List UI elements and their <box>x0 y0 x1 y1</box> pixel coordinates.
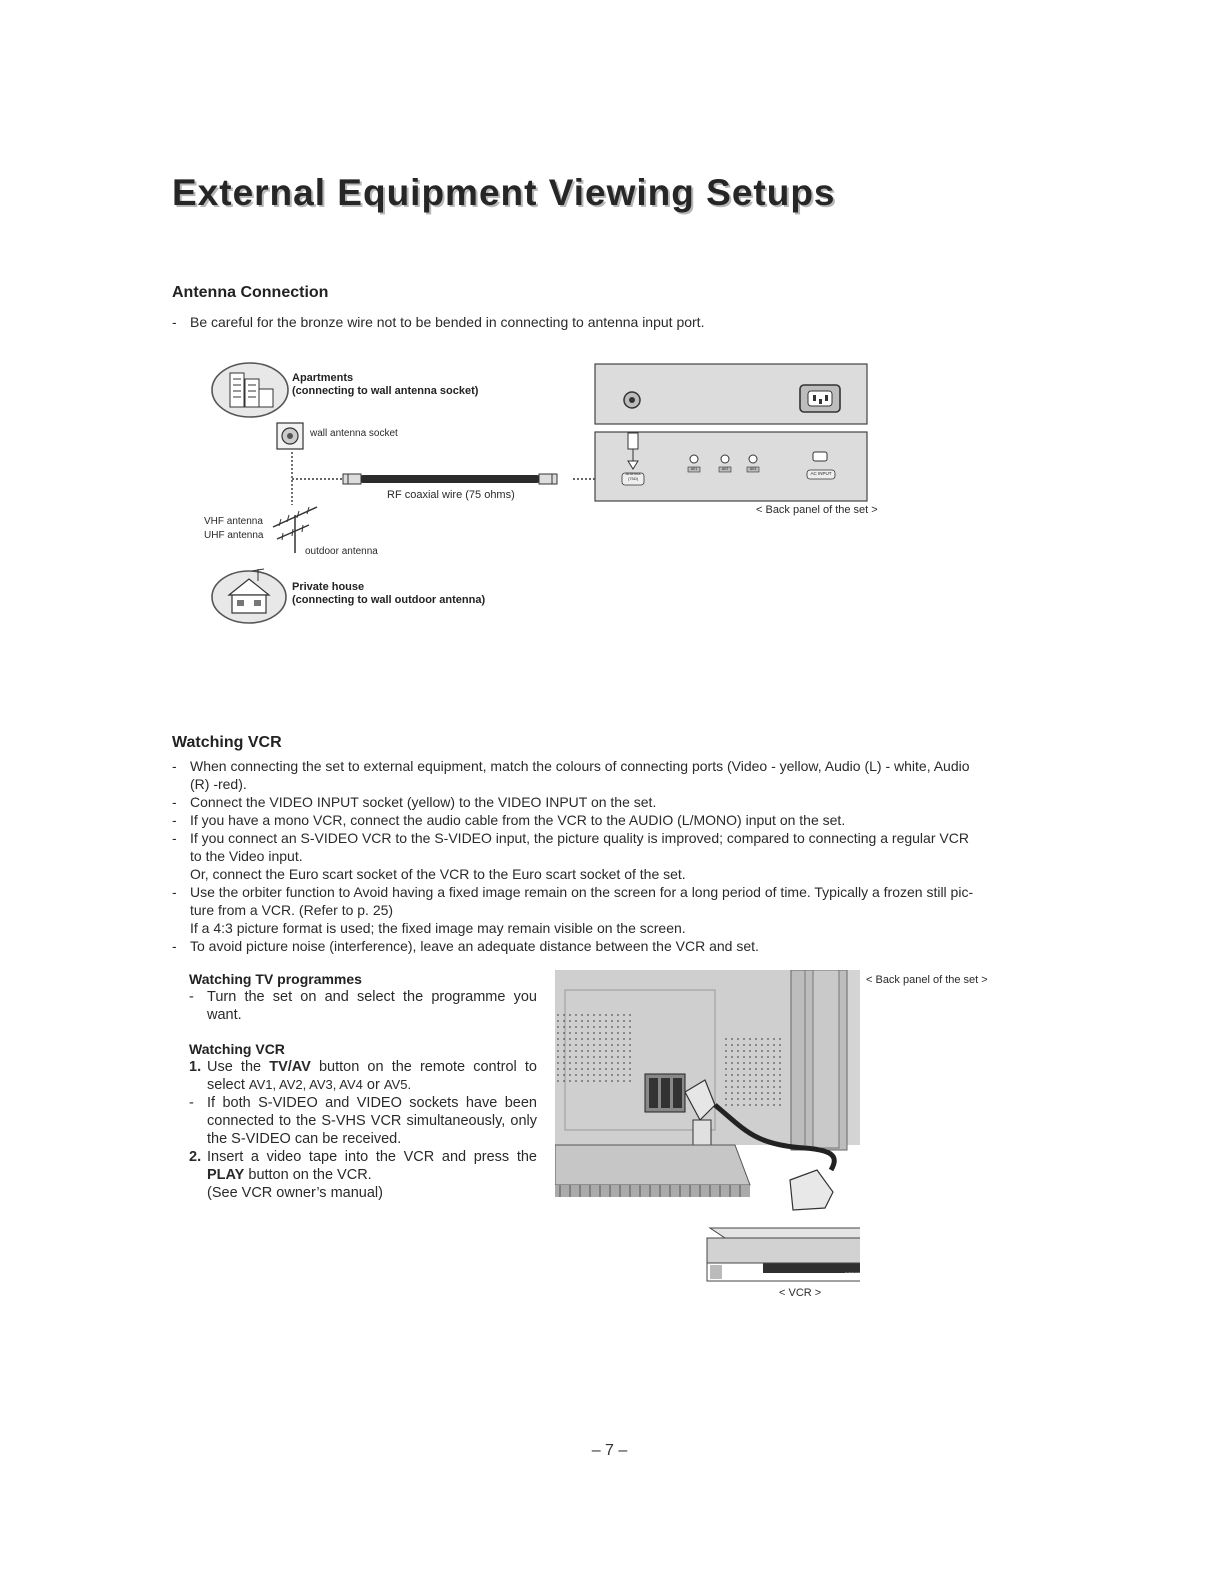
private-house-illustration <box>212 569 286 623</box>
wall-socket-label: wall antenna socket <box>310 428 398 439</box>
watching-vcr-subheading: Watching VCR <box>189 1041 285 1057</box>
antenna-port-label: Antenna (75Ω) <box>625 471 641 481</box>
vcr-device <box>707 1228 860 1281</box>
vcr-illustration-art <box>555 970 860 1290</box>
antenna-bullet: - Be careful for the bronze wire not to be bended in connecting to antenna input port. <box>172 314 705 330</box>
rf-wire-label: RF coaxial wire (75 ohms) <box>387 489 515 501</box>
apartments-label: Apartments (connecting to wall antenna socket) <box>292 372 479 397</box>
back-panel-caption: < Back panel of the set > <box>756 504 878 516</box>
vcr-bullet: - When connecting the set to external equipment, match the colours of connecting ports (Video - yellow, Audio (L) - white, Audio <box>172 758 970 774</box>
private-house-label: Private house (connecting to wall outdoor antenna) <box>292 581 486 606</box>
vcr-bullet: - If you connect an S-VIDEO VCR to the S-VIDEO input, the picture quality is improved; compared to connecting a regular VCR <box>172 830 969 846</box>
vcr-illustration <box>555 970 860 1290</box>
vcr-step-2-note: (See VCR owner’s manual) <box>207 1185 383 1201</box>
vcr-bullet: - If you have a mono VCR, connect the audio cable from the VCR to the AUDIO (L/MONO) input on the set. <box>172 812 846 828</box>
vcr-back-panel-caption: < Back panel of the set > <box>866 974 988 986</box>
vcr-device-label: DIRECT <box>845 1271 860 1276</box>
vcr-caption: < VCR > <box>779 1287 822 1299</box>
antenna-diagram <box>185 355 905 630</box>
port-label-av3: AV3 <box>749 467 757 471</box>
vcr-bullet-cont: (R) -red). <box>190 776 247 792</box>
tv-programmes-step: - Turn the set on and select the programme you want. <box>189 989 537 1023</box>
wall-antenna-socket <box>277 423 303 449</box>
page-title: External Equipment Viewing Setups <box>172 172 836 213</box>
port-label-av2: AV2 <box>721 467 729 471</box>
uhf-label: UHF antenna <box>204 530 264 541</box>
vcr-bullet-cont: If a 4:3 picture format is used; the fixed image may remain visible on the screen. <box>190 920 686 936</box>
outdoor-antenna-label: outdoor antenna <box>305 546 378 557</box>
vcr-bullet-cont: ture from a VCR. (Refer to p. 25) <box>190 902 394 918</box>
vcr-bullet: - Connect the VIDEO INPUT socket (yellow) to the VIDEO INPUT on the set. <box>172 794 657 810</box>
port-label-av1: AV1 <box>690 467 698 471</box>
rf-coaxial-wire <box>343 474 557 484</box>
vcr-instructions <box>189 970 537 1202</box>
tv-programmes-heading: Watching TV programmes <box>189 971 362 987</box>
vcr-heading: Watching VCR <box>172 734 282 751</box>
vcr-bullet: - To avoid picture noise (interference), leave an adequate distance between the VCR and set. <box>172 938 759 954</box>
vcr-bullet-cont: Or, connect the Euro scart socket of the VCR to the Euro scart socket of the set. <box>190 866 686 882</box>
vhf-label: VHF antenna <box>204 516 263 527</box>
vcr-note: - If both S-VIDEO and VIDEO sockets have been connected to the S-VHS VCR simultaneously, only the S-VIDEO can be received. <box>189 1095 537 1147</box>
vcr-bullet-cont: to the Video input. <box>190 848 303 864</box>
vcr-step-1: 1. Use the TV/AV button on the remote control to select AV1, AV2, AV3, AV4 or AV5. <box>189 1059 537 1093</box>
page-number: – 7 – <box>591 1442 628 1459</box>
apartments-illustration <box>212 363 288 417</box>
antenna-heading: Antenna Connection <box>172 284 329 301</box>
vcr-bullets <box>172 757 1042 955</box>
ac-input-label: AC INPUT <box>810 471 832 476</box>
vcr-bullet: - Use the orbiter function to Avoid having a fixed image remain on the screen for a long period of time. Typically a frozen still pic- <box>172 884 974 900</box>
vcr-step-2: 2. Insert a video tape into the VCR and press the PLAY button on the VCR. <box>189 1149 537 1183</box>
